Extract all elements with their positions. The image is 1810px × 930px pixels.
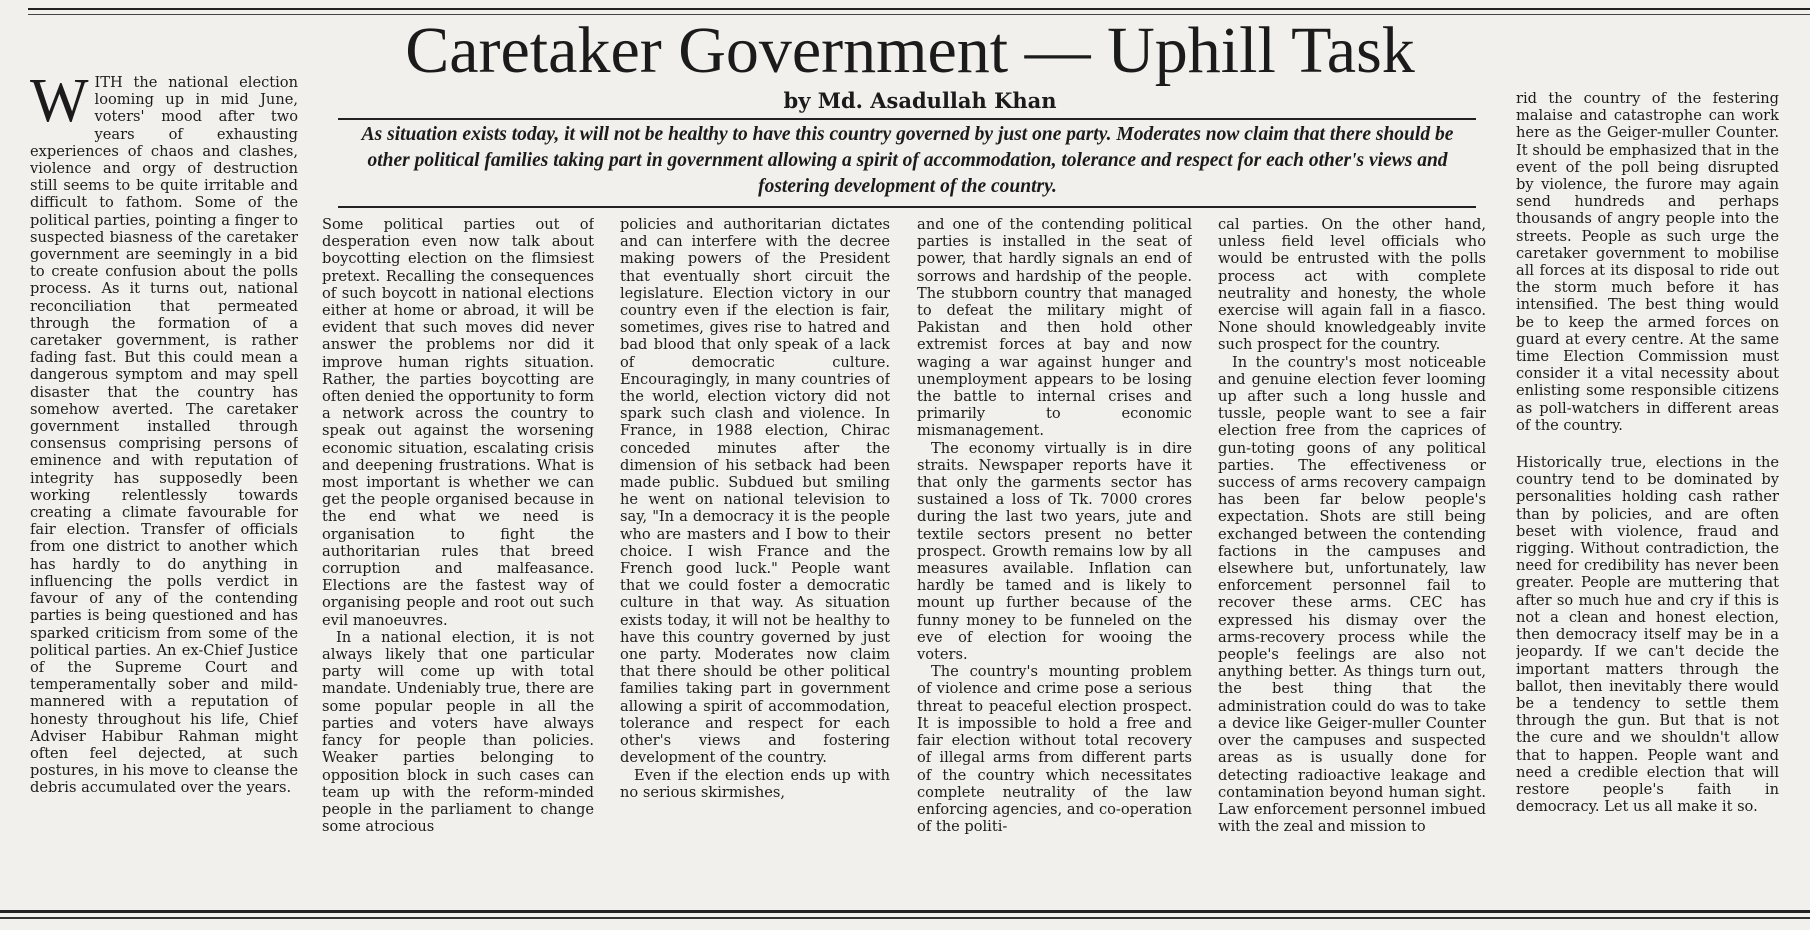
column-4-paragraph-2: The economy virtually is in dire straits. Newspaper reports have it that only the garments sector has sustained a loss of Tk. 7000 crores during the last two years, jute and textile sectors present no better prospect. Growth remains low by all measures available. Inflation can hardly be tamed and is likely to mount up further because of the funny money to be funneled on the eve of election for wooing the voters. <box>917 439 1192 664</box>
article-column-1 <box>30 74 298 900</box>
column-2-paragraph-2: In a national election, it is not always likely that one particular party will come up with total mandate. Undeniably true, there are some popular people in all the parties and voters have always fancy for people than policies. Weaker parties belonging to opposition block in such cases can team up with the reform-minded people in the parliament to change some atrocious <box>322 628 594 836</box>
article-column-3 <box>620 216 890 900</box>
bottom-rule <box>0 910 1810 913</box>
article-byline: by Md. Asadullah Khan <box>783 88 1057 113</box>
top-rule <box>28 8 1810 10</box>
column-3-paragraph-2: Even if the election ends up with no serious skirmishes, <box>620 766 890 801</box>
bottom-rule-thin <box>0 917 1810 919</box>
column-3-paragraph-1: policies and authoritarian dictates and can interfere with the decree making powers of the President that eventually short circuit the legislature. Election victory in our country even if the election is fair, sometimes, gives rise to hatred and bad blood that only speak of a lack of democratic culture. Encouragingly, in many countries of the world, election victory did not spark such clash and violence. In France, in 1988 election, Chirac conceded minutes after the dimension of his setback had been made public. Subdued but smiling he went on national television to say, "In a democracy it is the people who are masters and I bow to their choice. I wish France and the French good luck." People want that we could foster a democratic culture in that way. As situation exists today, it will not be healthy to have this country governed by just one party. Moderates now claim that there should be other political families taking part in government allowing a spirit of accommodation, tolerance and respect for each other's views and fostering development of the country. <box>620 216 890 767</box>
article-headline: Caretaker Government — Uphill Task <box>405 14 1415 87</box>
article-column-6 <box>1516 90 1779 900</box>
column-2-paragraph-1: Some political parties out of desperation even now talk about boycotting election on the flimsiest pretext. Recalling the consequences of such boycott in national elections either at home or abroad, it will be evident that such moves did never answer the problems nor did it improve human rights situation. Rather, the parties boycotting are often denied the opportunity to form a network across the country to speak out against the worsening economic situation, escalating crisis and deepening frustrations. What is most important is whether we can get the people organised because in the end what we need is organisation to fight the authoritarian rules that breed corruption and malfeasance. Elections are the fastest way of organising people and root out such evil manoeuvres. <box>322 216 594 629</box>
drop-cap: W <box>30 74 89 135</box>
paragraph-gap <box>1516 434 1779 454</box>
column-5-paragraph-2: In the country's most noticeable and genuine election fever looming up after such a long hussle and tussle, people want to see a fair election free from the caprices of gun-toting goons of any political parties. The effectiveness or success of arms recovery campaign has been far below people's expectation. Shots are still being exchanged between the contending factions in the campuses and elsewhere but, unfortunately, law enforcement personnel fail to recover these arms. CEC has expressed his dismay over the arms-recovery process while the people's feelings are also not anything better. As things turn out, the best thing that the administration could do was to take a device like Geiger-muller Counter over the campuses and suspected areas as is usually done for detecting radioactive leakage and contamination beyond human sight. Law enforcement personnel imbued with the zeal and mission to <box>1218 353 1486 836</box>
article-column-2 <box>322 216 594 900</box>
article-column-5 <box>1218 216 1486 900</box>
column-1-paragraph-1: ITH the national election looming up in mid June, voters' mood after two years of exhausting experiences of chaos and clashes, violence and orgy of destruction still seems to be quite irritable and difficult to fathom. Some of the political parties, pointing a finger to suspected biasness of the caretaker government are seemingly in a bid to create confusion about the polls process. As it turns out, national reconciliation that permeated through the formation of a caretaker government, is rather fading fast. But this could mean a dangerous symptom and may spell disaster that the country has somehow averted. The caretaker government installed through consensus comprising persons of eminence and with reputation of integrity has supposedly been working relentlessly towards creating a climate favourable for fair election. Transfer of officials from one district to another which has hardly to do anything in influencing the polls verdict in favour of any of the contending parties is being questioned and has sparked criticism from some of the political parties. An ex-Chief Justice of the Supreme Court and temperamentally sober and mild-mannered with a reputation of honesty throughout his life, Chief Adviser Habibur Rahman might often feel dejected, at such postures, in his move to cleanse the debris accumulated over the years. <box>30 74 298 797</box>
column-6-paragraph-2: Historically true, elections in the country tend to be dominated by personalities holding cash rather than by policies, and are often beset with violence, fraud and rigging. Without contradiction, the need for credibility has never been greater. People are muttering that after so much hue and cry if this is not a clean and honest election, then democracy itself may be in a jeopardy. If we can't decide the important matters through the ballot, then inevitably there would be a tendency to settle them through the gun. But that is not the cure and we shouldn't allow that to happen. People want and need a credible election that will restore people's faith in democracy. Let us all make it so. <box>1516 454 1779 816</box>
deck-rule-top <box>338 118 1476 120</box>
article-column-4 <box>917 216 1192 900</box>
column-4-paragraph-1: and one of the contending political parties is installed in the seat of power, that hardly signals an end of sorrows and hardship of the people. The stubborn country that managed to defeat the military might of Pakistan and then hold other extremist forces at bay and now waging a war against hunger and unemployment appears to be losing the battle to internal crises and primarily to economic mismanagement. <box>917 216 1192 440</box>
deck-rule-bottom <box>338 206 1476 208</box>
article-deck: As situation exists today, it will not be healthy to have this country governed by just one party. Moderates now claim that there should be other political families taking part in government allowing a spirit of accommodation, tolerance and respect for each other's views and fostering development of the country. <box>361 124 1454 197</box>
column-6-paragraph-1: rid the country of the festering malaise and catastrophe can work here as the Geiger-muller Counter. It should be emphasized that in the event of the poll being disrupted by violence, the furore may again send hundreds and perhaps thousands of angry people into the streets. People as such urge the caretaker government to mobilise all forces at its disposal to ride out the storm much before it has intensified. The best thing would be to keep the armed forces on guard at every centre. At the same time Election Commission must consider it a vital necessity about enlisting some responsible citizens as poll-watchers in different areas of the country. <box>1516 90 1779 434</box>
column-5-paragraph-1: cal parties. On the other hand, unless field level officials who would be entrusted with the polls process act with complete neutrality and honesty, the whole exercise will again fall in a fiasco. None should knowledgeably invite such prospect for the country. <box>1218 216 1486 354</box>
column-4-paragraph-3: The country's mounting problem of violence and crime pose a serious threat to peaceful election prospect. It is impossible to hold a free and fair election without total recovery of illegal arms from different parts of the country which necessitates complete neutrality of the law enforcing agencies, and co-operation of the politi- <box>917 663 1192 836</box>
